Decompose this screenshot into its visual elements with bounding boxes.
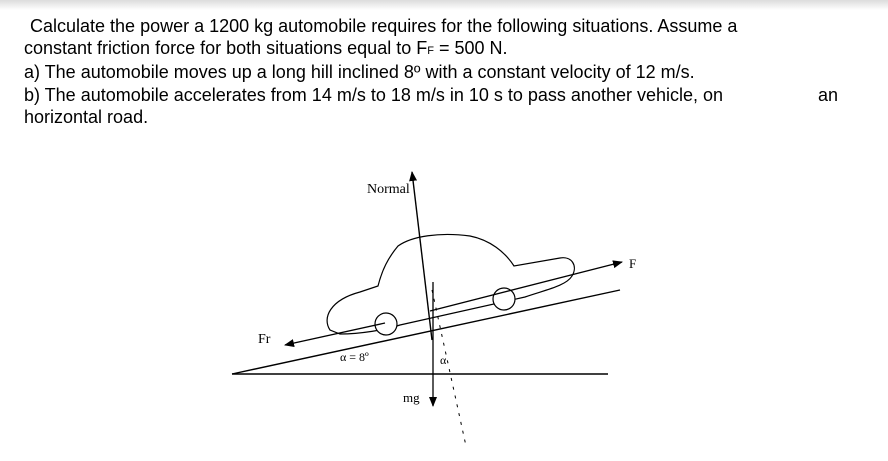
problem-line-3: a) The automobile moves up a long hill inclined 8º with a constant velocity of 12 m/s.	[24, 62, 695, 82]
small-angle-label: α	[440, 353, 447, 367]
problem-line-5: horizontal road.	[24, 107, 149, 127]
applied-force-label: F	[629, 256, 637, 271]
friction-subscript: F	[427, 45, 434, 57]
friction-label: Fr	[258, 332, 271, 347]
friction-force-arrow	[285, 323, 385, 345]
problem-line-2-prefix: constant friction force for both situations equal to F	[24, 38, 428, 58]
front-wheel	[493, 288, 515, 310]
problem-line-4: b) The automobile accelerates from 14 m/s to 18 m/s in 10 s to pass another vehicle, on	[24, 85, 724, 105]
incline-angle-label: α = 8º	[340, 350, 369, 364]
problem-line-4-wrap: an	[818, 85, 839, 105]
problem-line-2-suffix: = 500 N.	[433, 38, 508, 58]
problem-line-1: Calculate the power a 1200 kg automobile requires for the following situations. Assume a	[30, 16, 738, 36]
normal-extension-dashed	[432, 290, 466, 446]
applied-force-arrow	[430, 262, 622, 311]
weight-label: mg	[403, 390, 420, 405]
normal-label: Normal	[367, 182, 410, 197]
incline-line	[232, 290, 620, 374]
normal-force-arrow	[412, 172, 432, 340]
